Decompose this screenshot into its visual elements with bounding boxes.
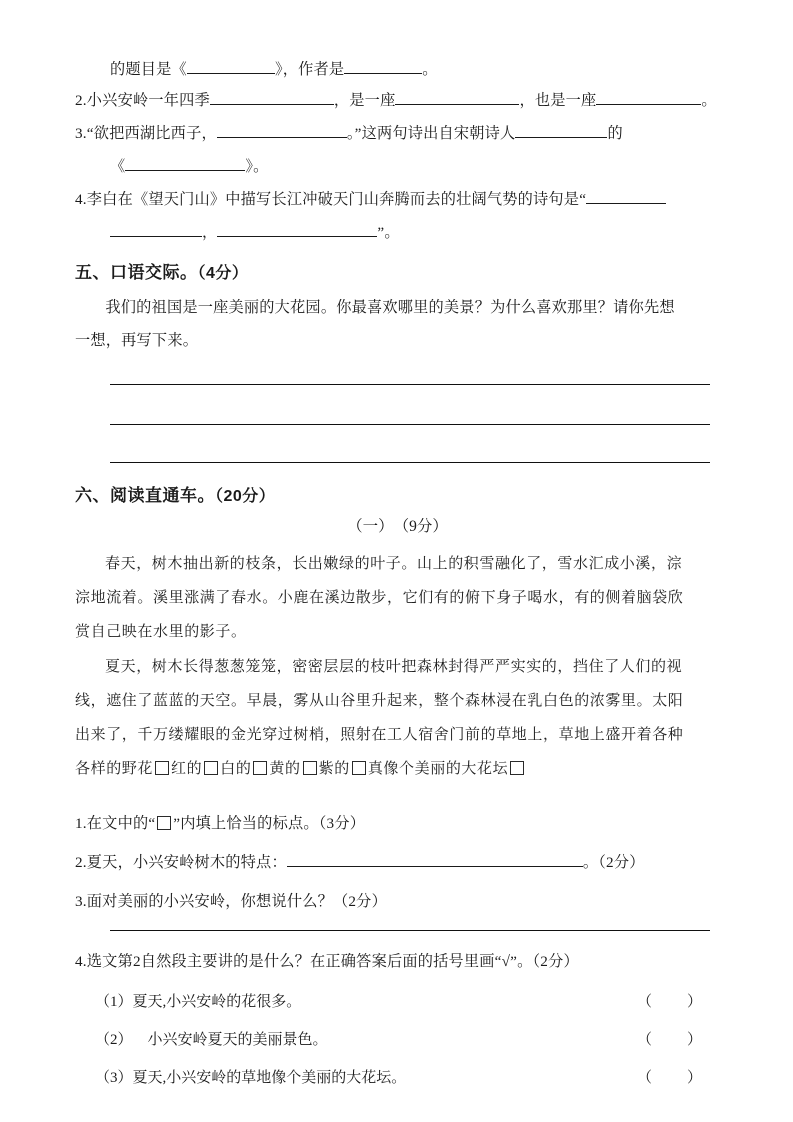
reading-question-2-tail: 。 — [582, 854, 599, 872]
passage-p1-text-3: 赏自己映在水里的影子。 — [75, 622, 247, 640]
reading-question-4-text: 选文第2自然段主要讲的是什么？在正确答案后面的括号里画“√”。 — [86, 953, 533, 970]
passage-p1-line3 — [75, 620, 720, 641]
reading-question-1-pre: 在文中的“ — [86, 815, 156, 832]
punctuation-box-5[interactable] — [352, 761, 366, 775]
option-1-label: （1） — [95, 994, 133, 1010]
section-five-answer-rule-2[interactable] — [110, 424, 710, 425]
section-five-title: 五、口语交际。 — [75, 263, 198, 282]
option-1-checkbox-paren[interactable]: （ ） — [636, 994, 712, 1010]
fill-item-3-blank-work[interactable] — [125, 155, 245, 171]
section-five-prompt-line2 — [75, 329, 720, 350]
option-row-3[interactable] — [75, 1066, 720, 1087]
passage-p2-line2 — [75, 689, 720, 710]
fill-item-2-number: 2. — [75, 92, 87, 110]
passage-p2-line1 — [75, 655, 720, 676]
fill-item-4-blank-2[interactable] — [110, 221, 202, 237]
fill-item-4-blank-3[interactable] — [217, 221, 377, 237]
passage-p2-last-seg6: 真像个美丽的大花坛 — [367, 759, 509, 777]
reading-question-3 — [75, 890, 720, 911]
reading-question-1-points: （3分） — [318, 815, 366, 832]
fill-item-4-seg1: 李白在《望天门山》中描写长江冲破天门山奔腾而去的壮阔气势的诗句是“ — [86, 191, 587, 209]
option-1-text: 夏天,小兴安岭的花很多。 — [132, 994, 302, 1010]
passage-p1-line2 — [75, 586, 720, 607]
option-2-checkbox-paren[interactable]: （ ） — [636, 1032, 712, 1048]
fill-item-4-line2-end: ”。 — [377, 224, 400, 242]
option-3-text: 夏天,小兴安岭的草地像个美丽的大花坛。 — [132, 1070, 407, 1086]
passage-p2-line3 — [75, 723, 720, 744]
fill-item-2-seg2: ，是一座 — [333, 92, 396, 110]
fill-item-2-blank-3[interactable] — [596, 89, 701, 105]
passage-subtitle: （一） （9分） — [347, 518, 448, 535]
section-five-answer-rule-1[interactable] — [110, 384, 710, 385]
section-five-prompt-text-1: 我们的祖国是一座美丽的大花园。你最喜欢哪里的美景？为什么喜欢那里？请你先想 — [105, 299, 675, 316]
reading-question-1-post: ”内填上恰当的标点。 — [173, 815, 319, 832]
passage-p2-text-2: 线，遮住了蓝蓝的天空。早晨，雾从山谷里升起来，整个森林浸在乳白色的浓雾里。太阳 — [75, 691, 684, 709]
fill-item-1-blank-author[interactable] — [344, 58, 422, 74]
passage-p2-last-seg5: 紫的 — [318, 759, 350, 777]
fill-item-4-line2-mid: ， — [202, 224, 218, 242]
option-3-label: （3） — [95, 1070, 133, 1086]
fill-item-3-line2-pre: 《 — [110, 158, 126, 176]
fill-item-3-seg2: 。”这两句诗出自宋朝诗人 — [346, 125, 516, 143]
option-row-2[interactable] — [75, 1028, 720, 1049]
reading-question-4 — [75, 950, 720, 971]
punctuation-box-6[interactable] — [510, 761, 524, 775]
section-five-answer-rule-3[interactable] — [110, 462, 710, 463]
fill-item-2-seg1: 小兴安岭一年四季 — [86, 92, 210, 110]
fill-item-1-blank-title[interactable] — [187, 58, 275, 74]
punctuation-box-2[interactable] — [204, 761, 218, 775]
reading-question-4-number: 4. — [75, 953, 87, 970]
punctuation-box-reference — [157, 816, 171, 830]
fill-item-2-seg4: 。 — [701, 92, 717, 110]
fill-item-3-number: 3. — [75, 125, 87, 143]
punctuation-box-4[interactable] — [303, 761, 317, 775]
section-five-prompt-text-2: 一想，再写下来。 — [75, 332, 199, 349]
fill-item-3-blank-verse[interactable] — [217, 122, 347, 138]
fill-item-3-line1 — [75, 122, 720, 143]
section-five-points: （4分） — [197, 265, 249, 282]
fill-item-4-blank-1[interactable] — [586, 188, 666, 204]
passage-p2-last-seg3: 白的 — [220, 759, 252, 777]
reading-question-2-answer-blank[interactable] — [287, 851, 583, 867]
reading-question-3-text: 面对美丽的小兴安岭，你想说什么？ — [86, 893, 333, 910]
option-2-label: （2） — [95, 1032, 133, 1048]
passage-p2-last-seg1: 各样的野花 — [75, 759, 154, 777]
option-row-1[interactable] — [75, 990, 720, 1011]
reading-question-2-text: 夏天，小兴安岭树木的特点： — [86, 854, 287, 872]
fill-item-3-line2 — [110, 155, 755, 176]
reading-question-1-number: 1. — [75, 815, 87, 832]
passage-p2-last-seg4: 黄的 — [269, 759, 301, 777]
fill-item-1-text-end: 。 — [422, 61, 438, 79]
punctuation-box-1[interactable] — [155, 761, 169, 775]
section-six-points: （20分） — [215, 488, 276, 505]
fill-item-4-line1 — [75, 188, 720, 209]
fill-item-3-seg3: 的 — [607, 125, 623, 143]
reading-question-3-points: （2分） — [333, 893, 387, 910]
section-six-title: 六、阅读直通车。 — [75, 486, 215, 505]
section-five-heading — [75, 258, 248, 283]
passage-p2-line4 — [75, 757, 720, 778]
section-five-prompt-line1 — [75, 296, 720, 317]
punctuation-box-3[interactable] — [253, 761, 267, 775]
fill-item-4-line2 — [110, 221, 755, 242]
reading-question-2-number: 2. — [75, 854, 87, 872]
fill-item-4-number: 4. — [75, 191, 87, 209]
passage-p2-text-1: 夏天，树木长得葱葱笼笼，密密层层的枝叶把森林封得严严实实的，挡住了人们的视 — [105, 657, 683, 675]
fill-item-1-text-pre: 的题目是《 — [110, 61, 187, 79]
reading-question-3-answer-rule[interactable] — [110, 930, 710, 931]
fill-item-1-text-mid: 》，作者是 — [274, 61, 345, 79]
option-2-text: 小兴安岭夏天的美丽景色。 — [132, 1032, 328, 1048]
fill-item-3-seg1: “欲把西湖比西子， — [86, 125, 217, 143]
reading-question-2-points: （2分） — [598, 854, 645, 872]
fill-item-1-continuation — [110, 58, 755, 79]
fill-item-2 — [75, 89, 720, 110]
option-3-checkbox-paren[interactable]: （ ） — [636, 1070, 712, 1086]
reading-question-3-number: 3. — [75, 893, 87, 910]
fill-item-2-blank-2[interactable] — [395, 89, 519, 105]
fill-item-2-seg3: ，也是一座 — [519, 92, 597, 110]
fill-item-3-blank-poet[interactable] — [515, 122, 607, 138]
passage-p2-last-seg2: 红的 — [171, 759, 203, 777]
passage-p1-text-2: 淙地流着。溪里涨满了春水。小鹿在溪边散步，它们有的俯下身子喝水，有的侧着脑袋欣 — [75, 588, 684, 606]
reading-question-4-points: （2分） — [532, 953, 579, 970]
passage-p2-text-3: 出来了，千万缕耀眼的金光穿过树梢，照射在工人宿舍门前的草地上，草地上盛开着各种 — [75, 725, 684, 743]
passage-p1-text-1: 春天，树木抽出新的枝条，长出嫩绿的叶子。山上的积雪融化了，雪水汇成小溪，淙 — [105, 554, 683, 572]
section-six-heading — [75, 481, 275, 506]
passage-p1-line1 — [75, 552, 720, 573]
fill-item-2-blank-1[interactable] — [210, 89, 334, 105]
fill-item-3-line2-post: 》。 — [245, 158, 269, 176]
reading-question-1 — [75, 812, 720, 833]
reading-question-2 — [75, 851, 720, 872]
